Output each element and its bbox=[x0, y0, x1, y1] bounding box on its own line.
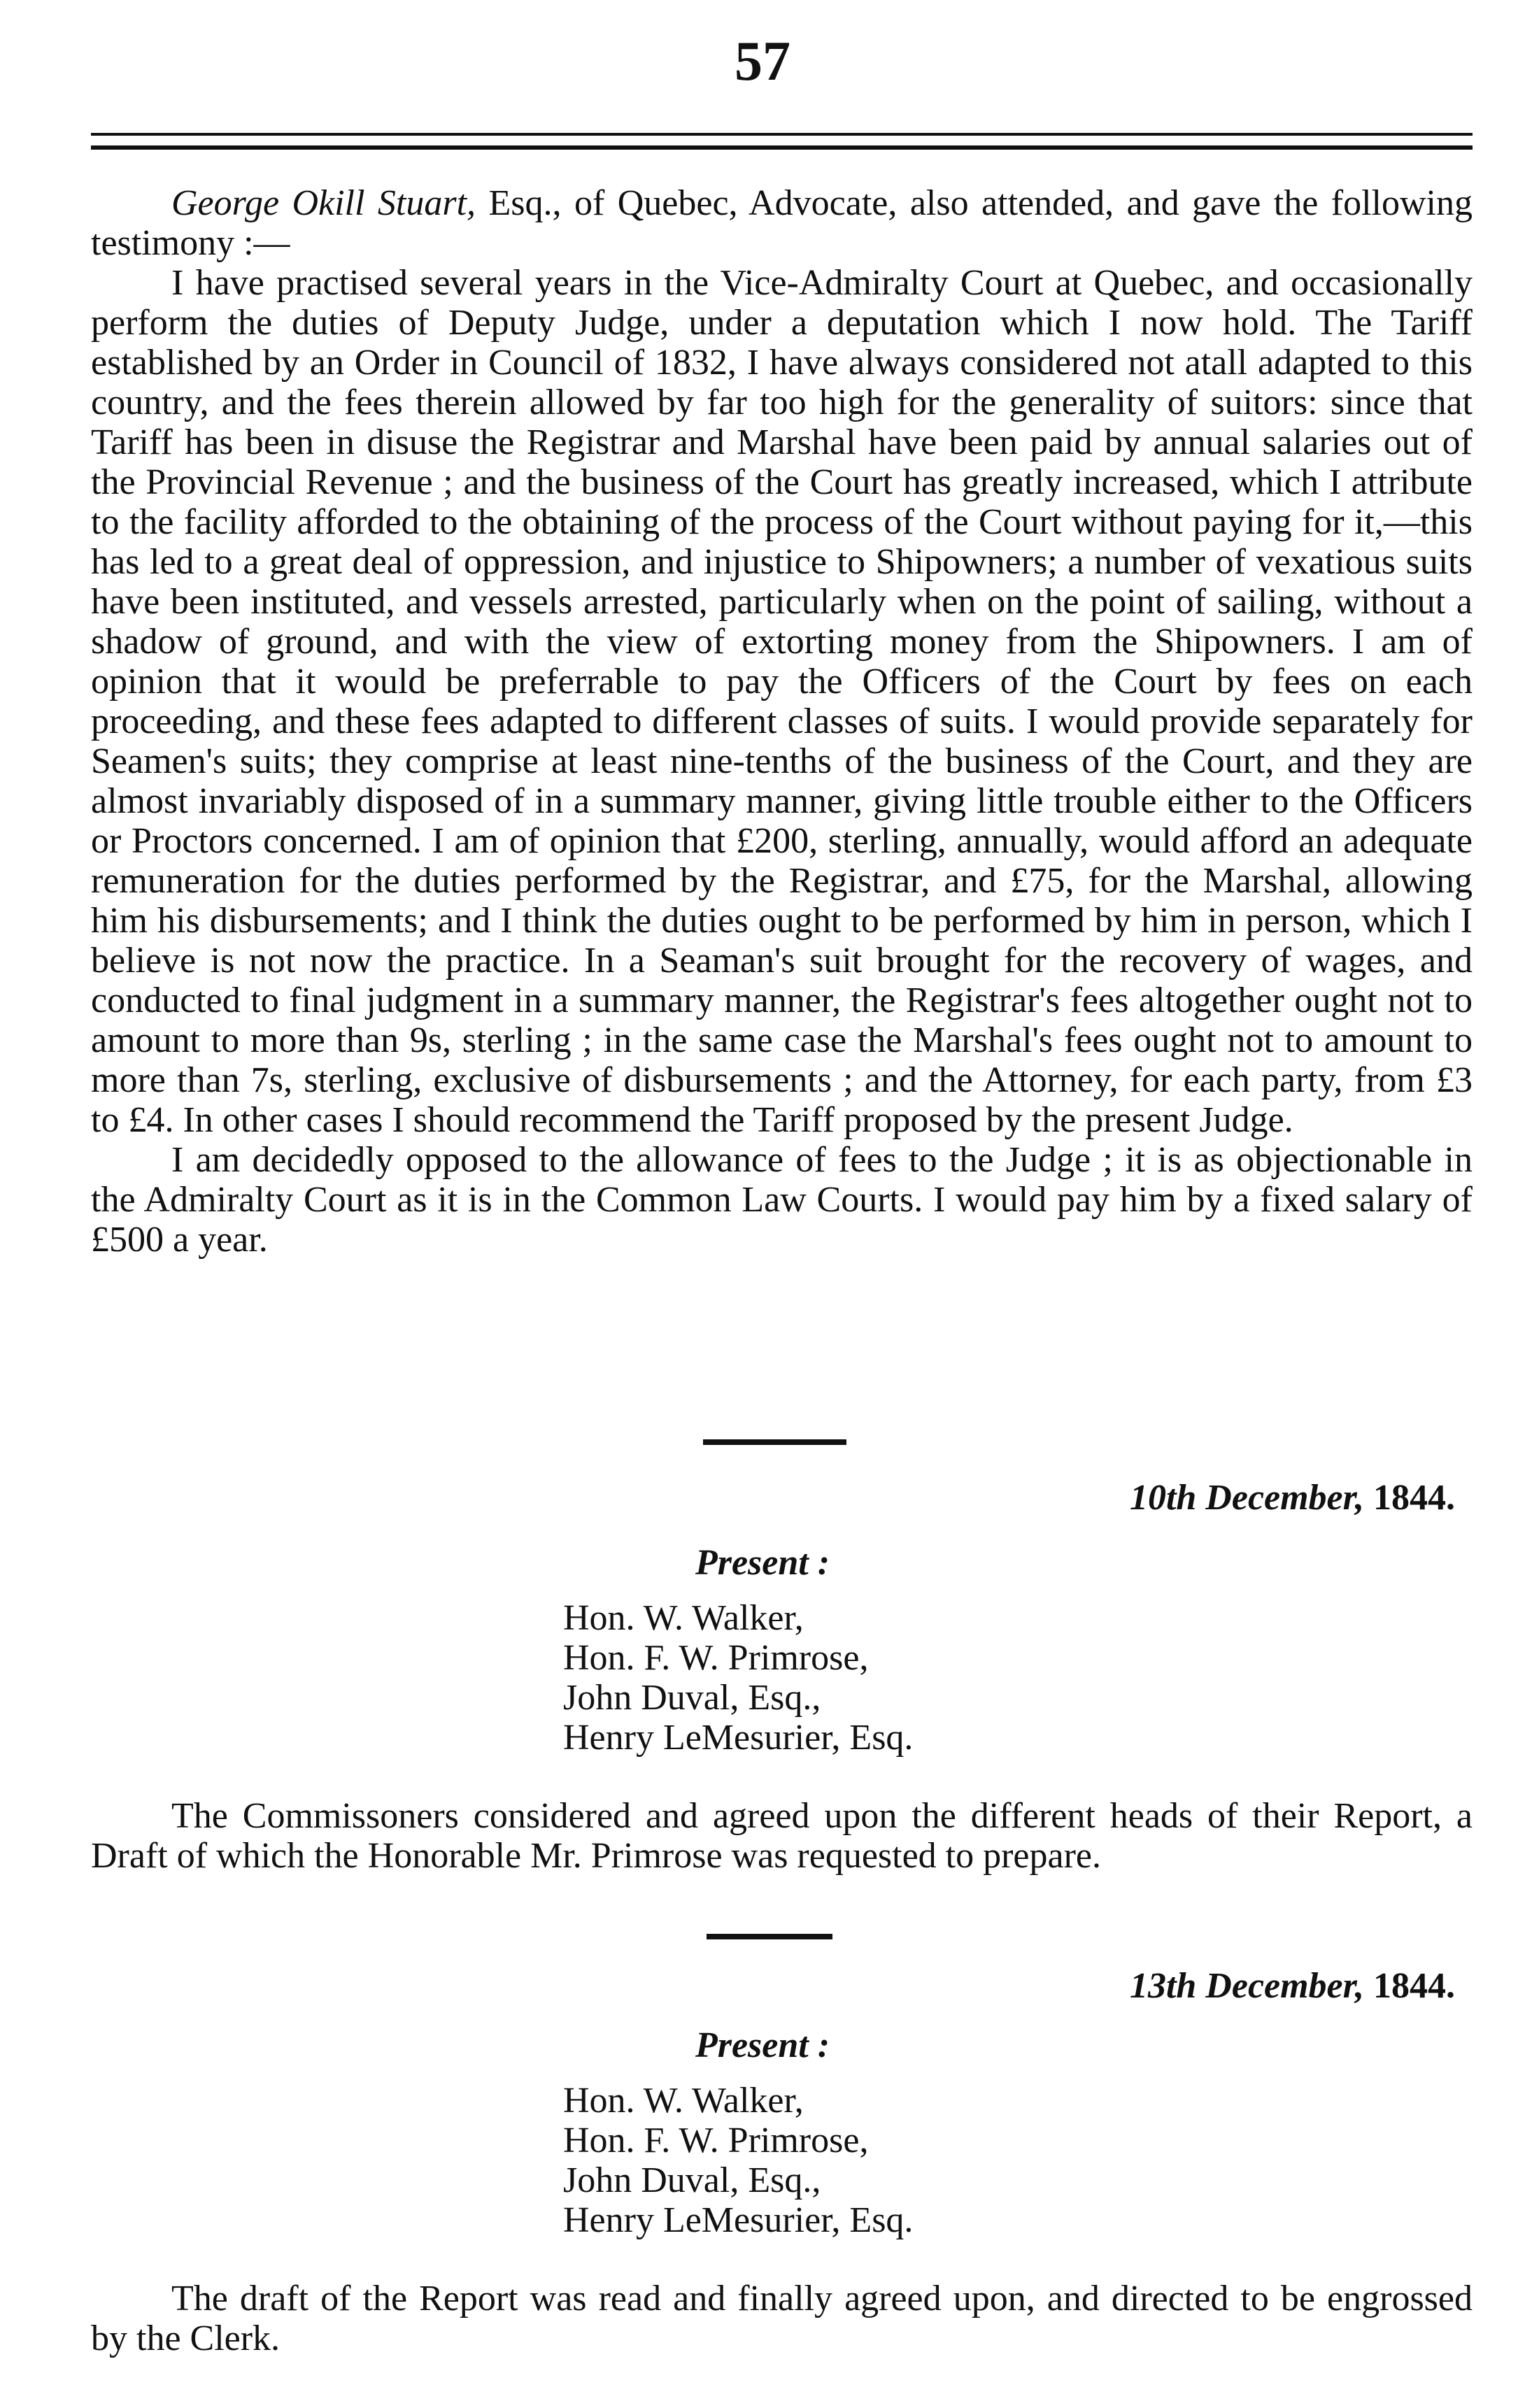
section-divider-2 bbox=[707, 1934, 832, 1939]
attendee: Hon. F. W. Primrose, bbox=[563, 1638, 869, 1678]
meeting-2-minute-block bbox=[91, 2279, 1473, 2358]
attendee: Hon. W. Walker, bbox=[563, 1598, 804, 1638]
attendee: Hon. W. Walker, bbox=[563, 2081, 804, 2121]
attendee: Henry LeMesurier, Esq. bbox=[563, 1718, 914, 1758]
testimony-paragraph-2: I am decidedly opposed to the allowance of fees to the Judge ; it is as objectionable in the Admiralty Court as it is in the Common Law Courts. I would pay him by a fixed salary of £500 a year. bbox=[91, 1140, 1473, 1260]
meeting-1-date: 10th December, 1844. bbox=[1129, 1478, 1455, 1518]
attendee: Hon. F. W. Primrose, bbox=[563, 2121, 869, 2160]
page-number: 57 bbox=[735, 31, 790, 92]
attendee: John Duval, Esq., bbox=[563, 2160, 821, 2200]
meeting-1-minute: The Commissoners considered and agreed upon the different heads of their Report, a Draft of which the Honorable Mr. Primrose was requested to prepare. bbox=[91, 1796, 1473, 1876]
witness-name: George Okill Stuart, bbox=[171, 183, 476, 223]
meeting-2-minute: The draft of the Report was read and finally agreed upon, and directed to be engrossed by the Clerk. bbox=[91, 2279, 1473, 2358]
meeting-2-present-heading: Present : bbox=[695, 2025, 830, 2065]
attendee: Henry LeMesurier, Esq. bbox=[563, 2200, 914, 2240]
testimony-paragraph-1: I have practised several years in the Vice-Admiralty Court at Quebec, and occasionally perform the duties of Deputy Judge, under a deputation which I now hold. The Tariff established by an Order in Council of 1832, I have always considered not atall adapted to this country, and the fees therein allowed by far too high for the generality of suitors: since that Tariff has been in disuse the Registrar and Marshal have been paid by annual salaries out of the Provincial Revenue ; and the business of the Court has greatly increased, which I attribute to the facility afforded to the obtaining of the process of the Court without paying for it,—this has led to a great deal of oppression, and injustice to Shipowners; a number of vexatious suits have been instituted, and vessels arrested, particularly when on the point of sailing, without a shadow of ground, and with the view of extorting money from the Shipowners. I am of opinion that it would be preferrable to pay the Officers of the Court by fees on each proceeding, and these fees adapted to different classes of suits. I would provide separately for Seamen's suits; they comprise at least nine-tenths of the business of the Court, and they are almost invariably disposed of in a summary manner, giving little trouble either to the Officers or Proctors concerned. I am of opinion that £200, sterling, annually, would afford an adequate remuneration for the duties performed by the Registrar, and £75, for the Marshal, allowing him his disbursements; and I think the duties ought to be performed by him in person, which I believe is not now the practice. In a Seaman's suit brought for the recovery of wages, and conducted to final judgment in a summary manner, the Registrar's fees altogether ought not to amount to more than 9s, sterling ; in the same case the Marshal's fees ought not to amount to more than 7s, sterling, exclusive of disbursements ; and the Attorney, for each party, from £3 to £4. In other cases I should recommend the Tariff proposed by the present Judge. bbox=[91, 263, 1473, 1140]
testimony-section bbox=[91, 183, 1473, 1260]
meeting-2-date: 13th December, 1844. bbox=[1129, 1966, 1455, 2006]
attendee: John Duval, Esq., bbox=[563, 1678, 821, 1718]
meeting-1-minute-block bbox=[91, 1796, 1473, 1876]
section-divider-1 bbox=[703, 1439, 846, 1445]
testimony-intro-text: Esq., of Quebec, Advocate, also attended, and gave the following testimony :— bbox=[91, 183, 1473, 263]
meeting-1-present-heading: Present : bbox=[695, 1543, 830, 1583]
meeting-2-attendees bbox=[563, 2081, 913, 2240]
header-double-rule bbox=[91, 133, 1473, 150]
meeting-1-attendees bbox=[563, 1598, 913, 1758]
testimony-intro bbox=[91, 183, 1473, 263]
